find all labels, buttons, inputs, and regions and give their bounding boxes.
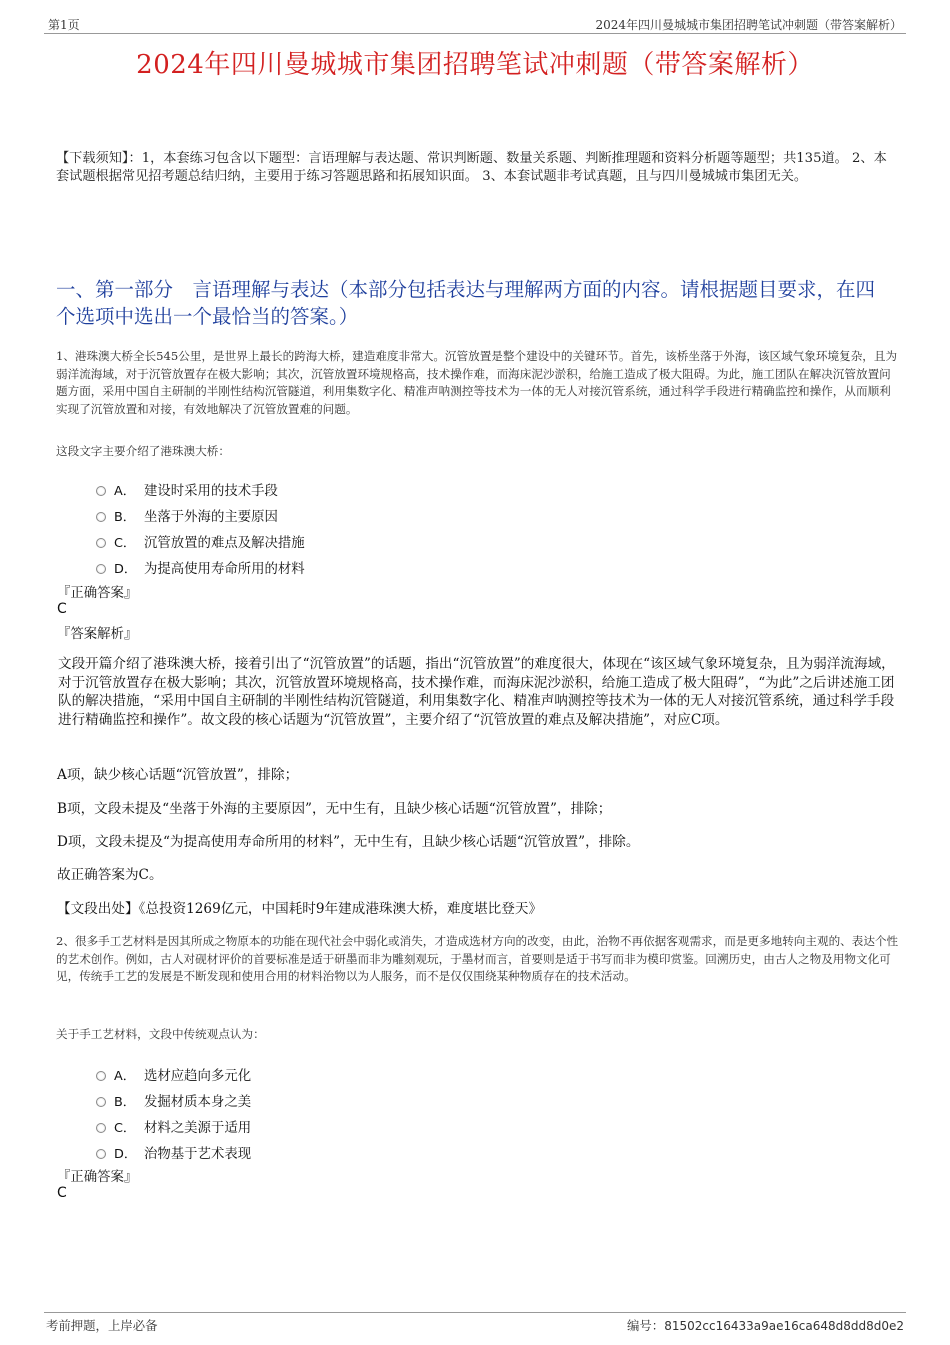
- q2-answer-label: 『正确答案』: [57, 1170, 138, 1185]
- question-1-text: 1、港珠澳大桥全长545公里，是世界上最长的跨海大桥，建造难度非常大。沉管放置是整个建设中的关键环节。首先，该桥坐落于外海，该区域气象环境复杂，且为弱洋流海域，对于沉管放置存在极大影响；其次，沉管放置环境规格高，技术操作难，而海床泥沙淤积，给施工造成了极大阻碍。为此，施工团队在解决沉管放置问题方面，采用中国自主研制的半刚性结构沉管隧道，利用集数字化、精准声呐测控等技术为一体的无人对接沉管系统，通过科学手段进行精确监控和操作，从而顺利实现了沉管放置和对接，有效地解决了沉管放置难的问题。: [56, 349, 898, 416]
- q1-note-a: A项，缺少核心话题“沉管放置”，排除；: [57, 767, 299, 783]
- footer-code-label: 编号：: [627, 1318, 665, 1333]
- page-number: 第1页: [48, 18, 80, 32]
- section-heading: 一、第一部分 言语理解与表达（本部分包括表达与理解两方面的内容。请根据题目要求，在四个选项中选出一个最恰当的答案。）: [56, 278, 876, 328]
- radio-icon[interactable]: [96, 564, 106, 574]
- radio-icon[interactable]: [96, 1097, 106, 1107]
- q1-option-d[interactable]: D． 为提高使用寿命所用的材料: [96, 554, 305, 580]
- q1-option-a[interactable]: A． 建设时采用的技术手段: [96, 476, 305, 502]
- q2-option-b[interactable]: B． 发掘材质本身之美: [96, 1087, 251, 1113]
- footer-slogan: 考前押题，上岸必备: [46, 1318, 158, 1333]
- page-footer: [44, 1312, 906, 1336]
- page-title: 2024年四川曼城城市集团招聘笔试冲刺题（带答案解析）: [136, 50, 814, 80]
- question-2-prompt: 关于手工艺材料，文段中传统观点认为：: [56, 1027, 265, 1041]
- footer-code: [627, 1316, 904, 1334]
- download-notice: 【下载须知】：1，本套练习包含以下题型：言语理解与表达题、常识判断题、数量关系题、判断推理题和资料分析题等题型；共135道。 2、本套试题根据常见招考题总结归纳，主要用于练习答题思路和拓展知识面。 3、本套试题非考试真题，且与四川曼城城市集团无关。: [56, 151, 887, 184]
- q2-answer-value: C: [57, 1185, 67, 1201]
- question-1-options: [96, 476, 305, 580]
- footer-code-value: 81502cc16433a9ae16ca648d8dd8d0e2: [664, 1319, 904, 1333]
- q1-answer-label: 『正确答案』: [57, 586, 138, 601]
- q1-conclusion: 故正确答案为C。: [57, 867, 163, 883]
- q2-option-d[interactable]: D． 治物基于艺术表现: [96, 1139, 251, 1165]
- q2-option-c[interactable]: C． 材料之美源于适用: [96, 1113, 251, 1139]
- q1-source: 【文段出处】《总投资1269亿元，中国耗时9年建成港珠澳大桥，难度堪比登天》: [57, 901, 543, 917]
- q1-option-b[interactable]: B． 坐落于外海的主要原因: [96, 502, 305, 528]
- q1-note-d: D项，文段未提及“为提高使用寿命所用的材料”，无中生有，且缺少核心话题“沉管放置”，排除。: [57, 834, 640, 850]
- question-2-text: 2、很多手工艺材料是因其所成之物原本的功能在现代社会中弱化或消失，才造成选材方向的改变，由此，治物不再依据客观需求，而是更多地转向主观的、表达个性的艺术创作。例如，古人对砚材评价的首要标准是适于研墨而非为雕刻观玩，于墨材而言，首要则是适于书写而非为模印赏鉴。回溯历史，由古人之物及用物文化可见，传统手工艺的发展是不断发现和使用合用的材料治物以为人服务，而不是仅仅围绕某种物质存在的技术活动。: [56, 934, 899, 983]
- question-2-options: [96, 1061, 251, 1165]
- radio-icon[interactable]: [96, 486, 106, 496]
- page-header: [44, 14, 906, 34]
- q1-option-c[interactable]: C． 沉管放置的难点及解决措施: [96, 528, 305, 554]
- q1-analysis-text: 文段开篇介绍了港珠澳大桥，接着引出了“沉管放置”的话题，指出“沉管放置”的难度很大，体现在“该区域气象环境复杂，且为弱洋流海域，对于沉管放置存在极大影响；其次，沉管放置环境规格高，技术操作难，而海床泥沙淤积，给施工造成了极大阻碍”，“为此”之后讲述施工团队的解决措施，“采用中国自主研制的半刚性结构沉管隧道，利用集数字化、精准声呐测控等技术为一体的无人对接沉管系统，通过科学手段进行精确监控和操作”。故文段的核心话题为“沉管放置”，主要介绍了“沉管放置的难点及解决措施”，对应C项。: [58, 656, 895, 728]
- q2-option-a[interactable]: A． 选材应趋向多元化: [96, 1061, 251, 1087]
- q1-answer-value: C: [57, 601, 67, 617]
- radio-icon[interactable]: [96, 538, 106, 548]
- radio-icon[interactable]: [96, 1149, 106, 1159]
- radio-icon[interactable]: [96, 1071, 106, 1081]
- q1-analysis-label: 『答案解析』: [57, 627, 138, 642]
- header-doc-title: 2024年四川曼城城市集团招聘笔试冲刺题（带答案解析）: [595, 18, 902, 32]
- question-1-prompt: 这段文字主要介绍了港珠澳大桥：: [56, 444, 230, 458]
- radio-icon[interactable]: [96, 1123, 106, 1133]
- q1-note-b: B项，文段未提及“坐落于外海的主要原因”，无中生有，且缺少核心话题“沉管放置”，排除；: [57, 801, 612, 817]
- radio-icon[interactable]: [96, 512, 106, 522]
